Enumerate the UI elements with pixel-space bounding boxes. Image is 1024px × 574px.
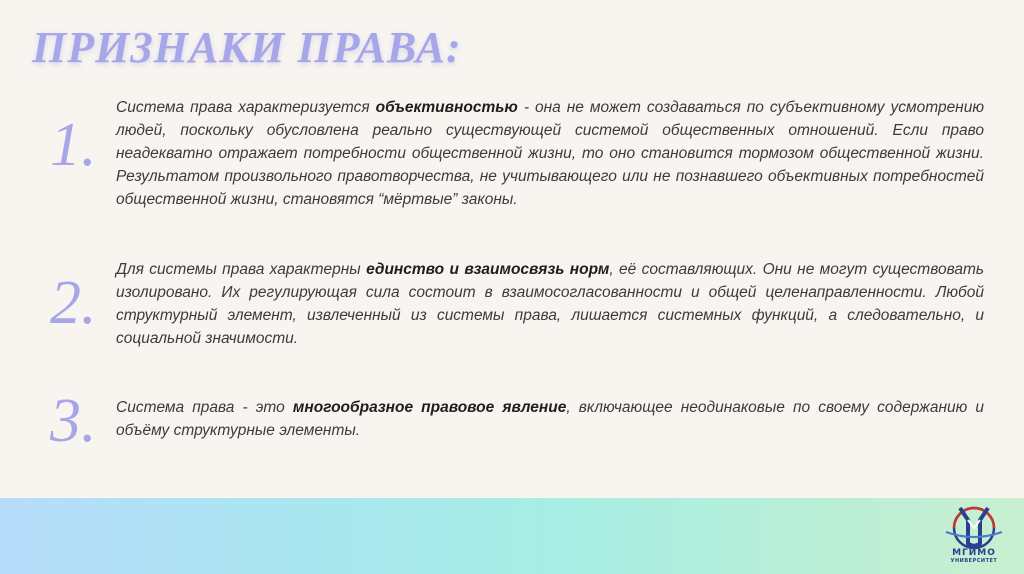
mgimo-emblem-icon [938,502,1010,552]
item-keyword: единство и взаимосвязь норм [366,261,610,278]
item-text [116,96,984,211]
item-number: 1. [50,111,97,179]
item-keyword: объективностью [375,99,518,116]
logo-subtext: УНИВЕРСИТЕТ [950,558,998,564]
item-text-part: Система права характеризуется [116,99,376,116]
university-logo [938,502,1010,568]
item-text-part: , её составляющих. Они не могут существовать изолировано. Их регулирующая сила состоит в взаимосогласованности и общей целенаправленности. Любой структурный элемент, извлеченный из системы права, лишается системных функций, а следовательно, и социальной значимости. [116,261,985,347]
item-number: 3. [50,387,97,455]
item-text-part: Система права - это [116,399,293,416]
item-text-part: - она не может создаваться по субъективному усмотрению людей, поскольку обусловлена реально существующей системой общественных отношений. Если право неадекватно отражает потребности общественной жизни, то оно становится тормозом общественной жизни. Результатом произвольного правотворчества, не учитывающего или не познавшего объективных потребностей общественной жизни, становятся “мёртвые” законы. [116,99,984,208]
item-keyword: многообразное правовое явление [292,399,567,416]
item-text-part: , включающее неодинаковые по своему содержанию и объёму структурные элементы. [116,399,984,439]
logo-text: МГИМО [952,548,996,558]
footer-gradient-band [0,498,1024,574]
item-text [116,396,984,442]
slide-title: ПРИЗНАКИ ПРАВА: [32,23,462,72]
item-text [116,258,984,350]
item-text-part: Для системы права характерны [116,261,367,278]
item-number: 2. [50,269,97,337]
logo-label [938,548,1010,564]
